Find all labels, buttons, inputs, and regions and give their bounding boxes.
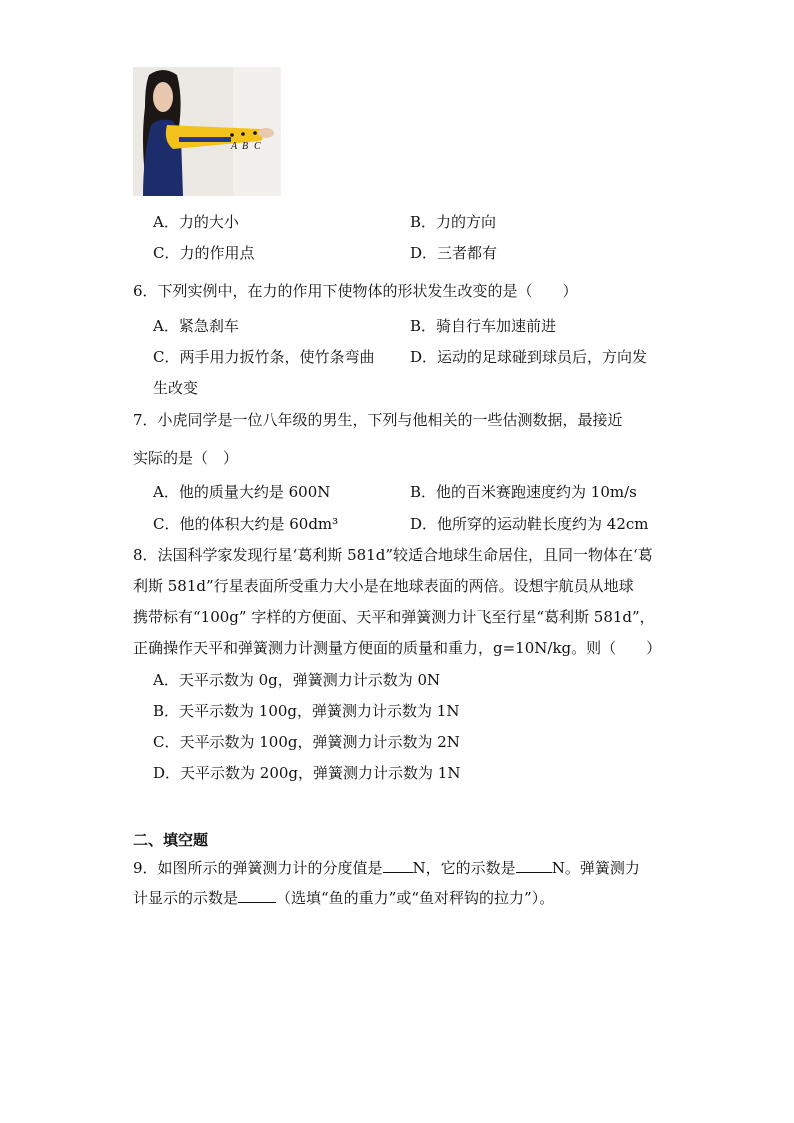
section-title-fill-in: 二、填空题 [133,831,209,849]
point-b-label: B [242,141,249,152]
q8-option-a: A．天平示数为 0g，弹簧测力计示数为 0N [153,671,441,689]
q9-line2 [133,888,554,908]
q9-text-part3: N。弹簧测力 [551,859,640,877]
q8-option-c: C．天平示数为 100g，弹簧测力计示数为 2N [153,733,460,751]
q9-text-part1: 9．如图所示的弹簧测力计的分度值是 [133,859,383,877]
q8-stem-line4: 正确操作天平和弹簧测力计测量方便面的质量和重力，g=10N/kg。则（ ） [133,639,662,657]
point-c-label: C [254,141,261,152]
q9-text-part5: （选填“鱼的重力”或“鱼对秤钩的拉力”）。 [276,889,555,907]
q6-option-c: C．两手用力扳竹条，使竹条弯曲 [153,348,375,366]
q6-option-d-line1: D．运动的足球碰到球员后，方向发 [410,348,648,366]
point-c-dot [253,131,257,135]
q5-option-a: A．力的大小 [153,213,239,231]
q9-blank-1[interactable] [383,858,413,873]
q7-option-c: C．他的体积大约是 60dm³ [153,515,339,533]
q6-option-a: A．紧急刹车 [153,317,239,335]
q5-option-c: C．力的作用点 [153,244,255,262]
q7-option-b: B．他的百米赛跑速度约为 10m/s [410,483,637,501]
q9-line1 [133,858,640,878]
point-b-dot [241,132,245,136]
q9-text-part4: 计显示的示数是 [133,889,239,907]
q9-blank-2[interactable] [516,858,552,873]
q5-option-d: D．三者都有 [410,244,498,262]
q8-option-d: D．天平示数为 200g，弹簧测力计示数为 1N [153,764,461,782]
point-a-label: A [231,141,238,152]
q6-stem: 6．下列实例中，在力的作用下使物体的形状发生改变的是（ ） [133,282,578,300]
q9-text-part2: N，它的示数是 [412,859,516,877]
arm-force-illustration [133,67,281,196]
q8-stem-line1: 8．法国科学家发现行星‘葛利斯 581d”较适合地球生命居住，且同一物体在‘葛 [133,546,653,564]
q9-blank-3[interactable] [238,888,276,903]
q6-option-b: B．骑自行车加速前进 [410,317,557,335]
q7-stem-line2: 实际的是（ ） [133,449,239,467]
q6-option-d-line2: 生改变 [153,379,199,397]
q7-option-a: A．他的质量大约是 600N [153,483,331,501]
question-5-photo [133,67,281,196]
q5-option-b: B．力的方向 [410,213,497,231]
point-a-dot [230,133,234,137]
q8-stem-line3: 携带标有“100g” 字样的方便面、天平和弹簧测力计飞至行星“葛利斯 581d”， [133,608,655,626]
q7-option-d: D．他所穿的运动鞋长度约为 42cm [410,515,649,533]
q8-option-b: B．天平示数为 100g，弹簧测力计示数为 1N [153,702,460,720]
q8-stem-line2: 利斯 581d”行星表面所受重力大小是在地球表面的两倍。设想宇航员从地球 [133,577,634,595]
q7-stem-line1: 7．小虎同学是一位八年级的男生，下列与他相关的一些估测数据，最接近 [133,411,623,429]
